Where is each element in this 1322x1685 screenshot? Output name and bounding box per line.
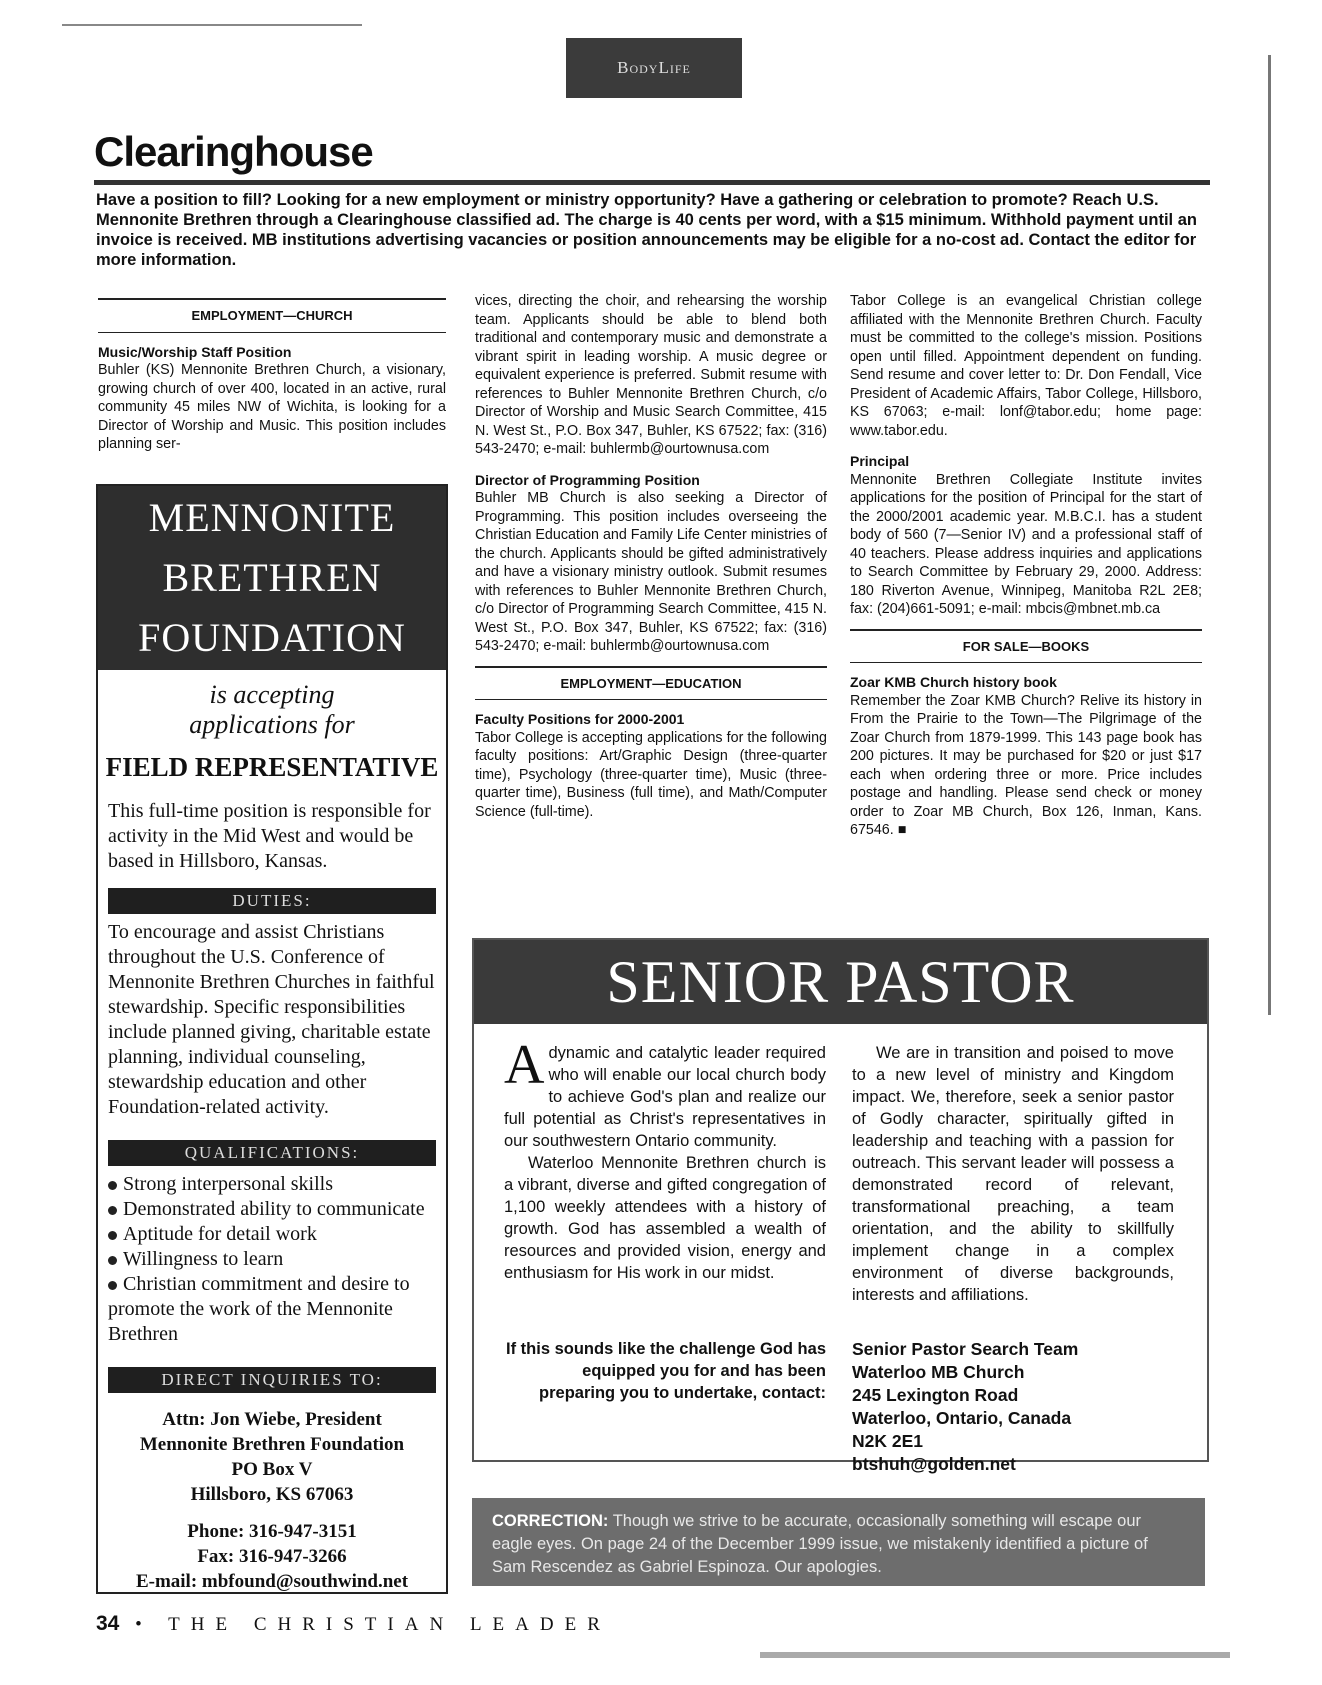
list-item-text: Willingness to learn (123, 1248, 284, 1270)
bullet-icon (108, 1181, 117, 1190)
contact-phone: Phone: 316-947-3151 (187, 1521, 357, 1542)
mbf-name-banner (98, 486, 446, 670)
contact-line: Waterloo, Ontario, Canada (852, 1408, 1072, 1428)
intro-text: Have a position to fill? Looking for a new employment or ministry opportunity? Have a gathering or celebration to promote? Reach U.S. Mennonite Brethren through a Clearinghouse classified ad. The charge is 40 cents per word, with a $15 minimum. Withhold payment until an invoice is received. MB institutions advertising vacancies or position announcements may be eligible for a no-cost ad. Contact the editor for more information. (96, 191, 1197, 269)
duties-text: To encourage and assist Christians throughout the U.S. Conference of Mennonite Brethren Churches in faithful stewardship. Specific responsibilities include planned giving, charitable estate planning, individual counseling, stewardship education and other Foundation-related activity. (108, 921, 435, 1118)
bullet-icon (108, 1206, 117, 1215)
title-rule (94, 180, 1210, 185)
accepting-line: is accepting (209, 680, 335, 709)
right-edge-rule (1268, 55, 1271, 1015)
list-item-text: Demonstrated ability to communicate (123, 1198, 425, 1220)
ad-text: Remember the Zoar KMB Church? Relive its history in From the Prairie to the Town—The Pilgrimage of the Zoar Church from 1879-1999. This 143 page book has 200 pictures. It may be purchased for $20 or just $17 each when ordering three or more. Price includes postage and handling. Please send check or money order to Zoar MB Church, Box 126, Inman, Kans. 67546. ■ (850, 692, 1202, 838)
mbf-position-title: FIELD REPRESENTATIVE (105, 752, 439, 782)
sp-right-column (852, 1042, 1174, 1306)
contact-line: Attn: Jon Wiebe, President (162, 1409, 382, 1430)
ad-text: vices, directing the choir, and rehearsing the worship team. Applicants should be able to blend both traditional and contemporary music and demonstrate a vibrant spirit in leading worship. A music degree or equivalent experience is preferred. Submit resume with references to Buhler Mennonite Brethren Church, c/o Director of Worship and Music Search Committee, 415 N. West St., P.O. Box 347, Buhler, KS 67522; fax: (316) 543-2470; e-mail: buhlermb@ourtownusa.com (475, 293, 827, 457)
contact-line: Mennonite Brethren Foundation (139, 1434, 405, 1455)
contact-line: PO Box V (231, 1459, 313, 1480)
contact-line: Waterloo MB Church (852, 1362, 1025, 1382)
sp-contact (852, 1338, 1182, 1476)
ad-text: Buhler (KS) Mennonite Brethren Church, a visionary, growing church of over 400, located in an active, rural community 45 miles NW of Wichita, is looking for a Director of Worship and Music. This position includes planning ser- (98, 362, 446, 452)
qualifications-list (98, 1172, 446, 1347)
senior-pastor-ad (472, 938, 1209, 1474)
page-title: Clearinghouse (94, 128, 373, 175)
ad-text: Buhler MB Church is also seeking a Director of Programming. This position includes overseeing the Christian Education and Family Life Center ministries of the church. Applicants should be gifted administratively and have a visionary ministry outlook. Submit resumes with references to Buhler Mennonite Brethren Church, c/o Director of Programming Search Committee, 415 N. West St., P.O. Box 347, Buhler, KS 67522; fax: (316) 543-2470; e-mail: buhlermb@ourtownusa.com (475, 490, 828, 654)
bullet-icon (108, 1281, 117, 1290)
bullet-icon (108, 1256, 117, 1265)
column-2 (475, 292, 827, 821)
dropcap: A (504, 1034, 545, 1096)
list-item (108, 1172, 436, 1197)
publication-name: • THE CHRISTIAN LEADER (135, 1614, 611, 1635)
contact-email: btshuh@golden.net (852, 1454, 1016, 1474)
contact-line: N2K 2E1 (852, 1431, 924, 1451)
correction-box (472, 1498, 1205, 1586)
contact-line: Senior Pastor Search Team (852, 1339, 1079, 1359)
sp-paragraph (504, 1034, 826, 1152)
ad-text: Tabor College is accepting applications for the following faculty positions: Art/Graphic Design (three-quarter time), Psychology (three-quarter time), Music (three-quarter time), Business (full time), and Math/Computer Science (full-time). (475, 729, 827, 820)
top-rule (62, 24, 362, 26)
column-1 (98, 298, 446, 454)
duties-label: DUTIES: (108, 888, 436, 914)
ad-text: Mennonite Brethren Collegiate Institute invites applications for the position of Principal for the start of the 2000/2001 academic year. M.B.C.I. has a student body of 560 (7—Senior IV) and a professional staff of 40 teachers. Please address inquiries and applications to Search Committee by February 29, 2000. Address: 180 Riverton Avenue, Winnipeg, Manitoba R2L 2E8; fax: (204)661-5091; e-mail: mbcis@mbnet.mb.ca (850, 471, 1202, 617)
page-footer (96, 1612, 611, 1636)
mbf-contact (98, 1407, 446, 1594)
ad-title: Principal (850, 453, 910, 469)
mbf-description: This full-time position is responsible for activity in the Mid West and would be based in Hillsboro, Kansas. (108, 800, 431, 872)
bullet-icon (108, 1231, 117, 1240)
category-heading: FOR SALE—BOOKS (850, 629, 1202, 664)
ad-text: Tabor College is an evangelical Christian college affiliated with the Mennonite Brethren Church. Faculty must be committed to the college's mission. Positions open until filled. Appointment dependent on funding. Send resume and cover letter to: Dr. Don Fendall, Vice President of Academic Affairs, Tabor College, Hillsboro, KS 67063; e-mail: lonf@tabor.edu; home page: www.tabor.edu. (850, 293, 1202, 439)
sp-headline: SENIOR PASTOR (474, 940, 1207, 1024)
ad-title: Faculty Positions for 2000-2001 (475, 711, 685, 727)
sp-call-to-action: If this sounds like the challenge God has equipped you for and has been preparing you to undertake, contact: (506, 1340, 826, 1402)
qualifications-label: QUALIFICATIONS: (108, 1140, 436, 1166)
mbf-accepting (98, 680, 446, 740)
category-heading: EMPLOYMENT—CHURCH (98, 298, 446, 333)
list-item (108, 1272, 436, 1347)
list-item (108, 1222, 436, 1247)
correction-label: CORRECTION: (492, 1512, 609, 1530)
column-3 (850, 292, 1202, 840)
mbf-name-line: FOUNDATION (138, 615, 406, 660)
contact-line: Hillsboro, KS 67063 (190, 1484, 354, 1505)
ad-title: Director of Programming Position (475, 471, 700, 488)
list-item (108, 1247, 436, 1272)
list-item (108, 1197, 436, 1222)
page-number: 34 (96, 1612, 120, 1635)
correction-text: Though we strive to be accurate, occasionally something will escape our eagle eyes. On page 24 of the December 1999 issue, we mistakenly identified a picture of Sam Rescendez as Gabriel Espinoza. Our apologies. (492, 1512, 1148, 1576)
list-item-text: Strong interpersonal skills (123, 1173, 333, 1195)
contact-line: 245 Lexington Road (852, 1385, 1019, 1405)
inquiries-label: DIRECT INQUIRIES TO: (108, 1367, 436, 1393)
contact-fax: Fax: 316-947-3266 (197, 1546, 347, 1567)
accepting-line: applications for (189, 710, 355, 739)
sp-paragraph: Waterloo Mennonite Brethren church is a vibrant, diverse and gifted congregation of 1,100 weekly attendees with a history of growth. God has assembled a wealth of resources and provided vision, energy and enthusiasm for His work in our midst. (504, 1154, 826, 1282)
mbf-name-line: MENNONITE (148, 495, 396, 540)
sp-paragraph: We are in transition and poised to move to a new level of ministry and Kingdom impact. We, therefore, seek a senior pastor of Godly character, spiritually gifted in leadership and teaching with a passion for outreach. This servant leader will possess a demonstrated record of relevant, transformational preaching, a team orientation, and the ability to skillfully implement change in a complex environment of diverse backgrounds, interests and affiliations. (852, 1044, 1174, 1304)
mbf-name-line: BRETHREN (162, 555, 382, 600)
list-item-text: Aptitude for detail work (123, 1223, 317, 1245)
section-tab: BodyLife (566, 38, 742, 98)
sp-left-column (504, 1034, 826, 1284)
ad-title: Zoar KMB Church history book (850, 674, 1057, 690)
mbf-ad (96, 484, 448, 1594)
bottom-rule (760, 1652, 1230, 1658)
sp-paragraph-text: dynamic and catalytic leader required who will enable our local church body to achieve God's plan and realize our full potential as Christ's representatives in our southwestern Ontario community. (504, 1044, 826, 1150)
contact-email: E-mail: mbfound@southwind.net (135, 1571, 409, 1592)
list-item-text: Christian commitment and desire to promote the work of the Mennonite Brethren (108, 1273, 410, 1345)
category-heading: EMPLOYMENT—EDUCATION (475, 666, 827, 701)
ad-title: Music/Worship Staff Position (98, 343, 292, 360)
